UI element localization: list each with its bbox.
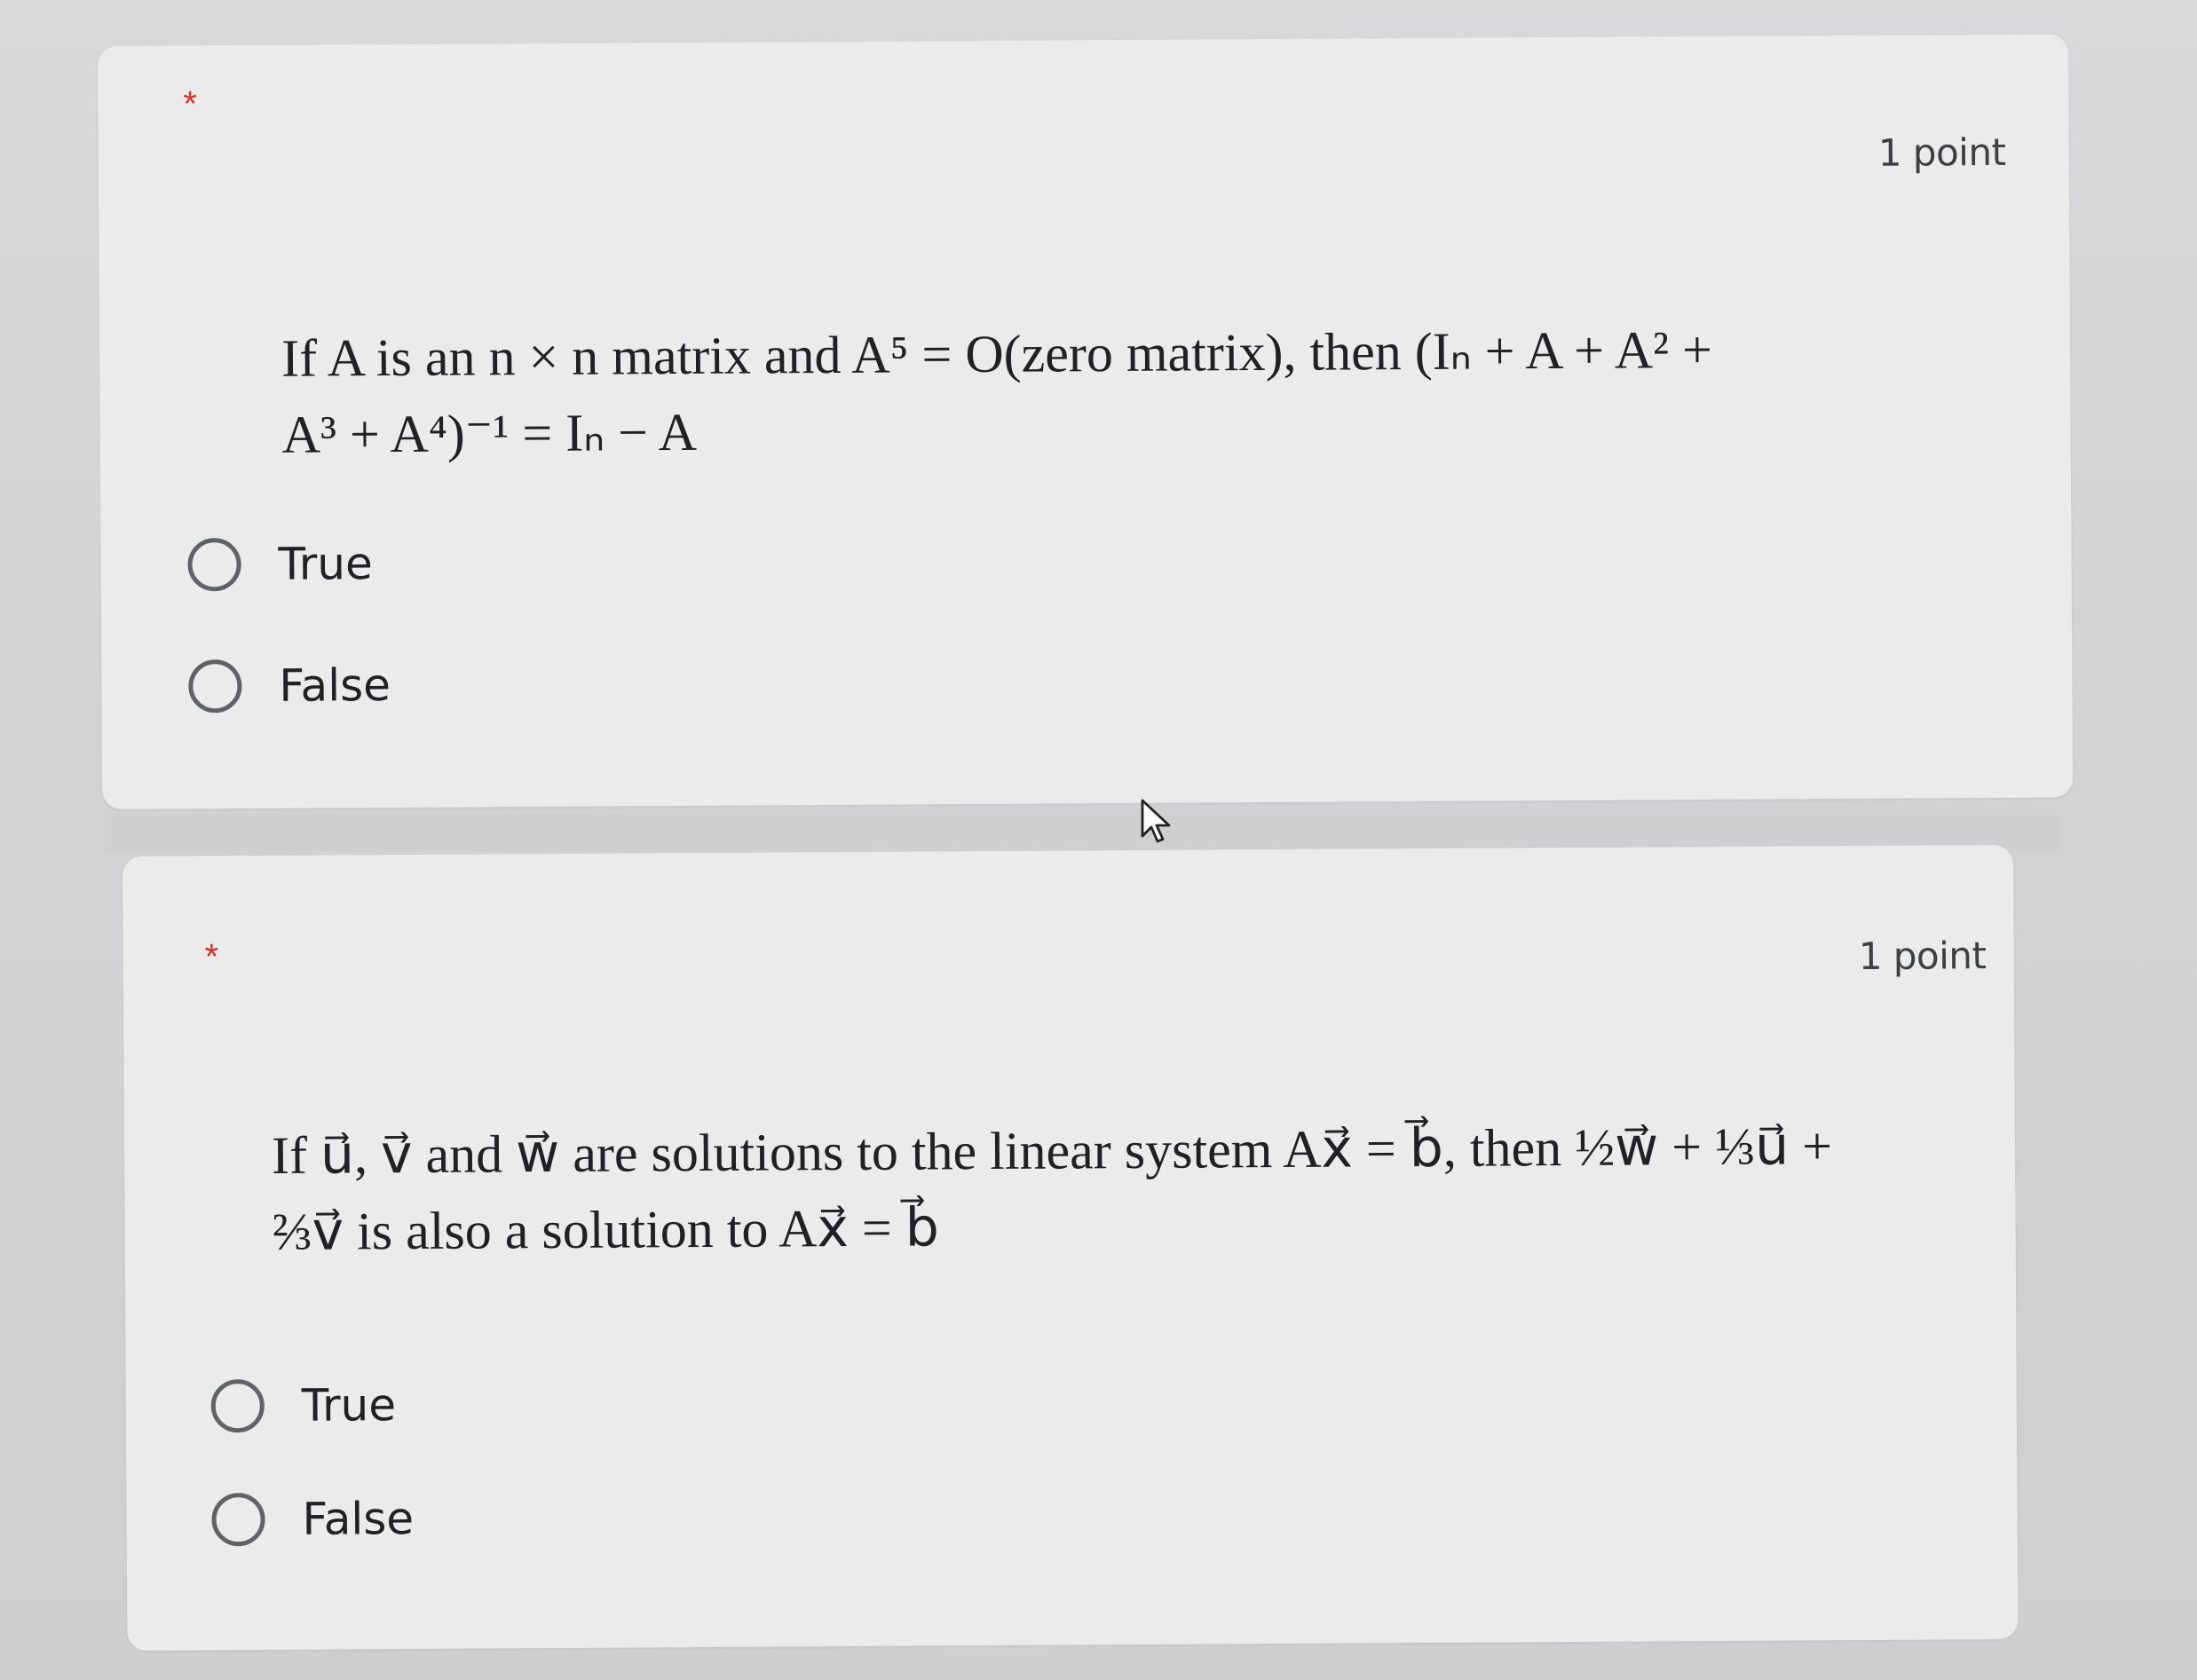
mouse-pointer-icon bbox=[1141, 799, 1176, 848]
option-true[interactable] bbox=[211, 1378, 397, 1432]
radio-unchecked-icon[interactable] bbox=[188, 659, 241, 713]
radio-unchecked-icon[interactable] bbox=[211, 1379, 265, 1432]
question-line-2: ⅔v⃗ is also a solution to Ax⃗ = b⃗ bbox=[272, 1198, 940, 1261]
option-label: True bbox=[301, 1379, 397, 1432]
option-false[interactable] bbox=[188, 659, 391, 713]
radio-unchecked-icon[interactable] bbox=[187, 538, 241, 591]
radio-unchecked-icon[interactable] bbox=[211, 1493, 265, 1546]
points-label: 1 point bbox=[1877, 130, 2006, 175]
option-true[interactable] bbox=[187, 537, 373, 591]
required-marker: * bbox=[183, 84, 198, 124]
option-false[interactable] bbox=[211, 1492, 414, 1546]
question-card-2 bbox=[122, 845, 2018, 1651]
option-label: True bbox=[278, 538, 373, 590]
points-label: 1 point bbox=[1858, 934, 1987, 979]
question-text bbox=[272, 1107, 1986, 1270]
required-marker: * bbox=[204, 937, 219, 977]
question-line-1: If A is an n × n matrix and A⁵ = O(zero matrix), then (Iₙ + A + A² + bbox=[281, 319, 1713, 388]
option-label: False bbox=[302, 1493, 415, 1545]
question-card-1 bbox=[98, 34, 2073, 809]
question-line-2: A³ + A⁴)⁻¹ = Iₙ − A bbox=[281, 402, 698, 464]
option-label: False bbox=[279, 659, 391, 712]
question-text bbox=[281, 310, 2013, 473]
question-line-1: If u⃗, v⃗ and w⃗ are solutions to the linear system Ax⃗ = b⃗, then ½w⃗ + ⅓u⃗ + bbox=[271, 1116, 1833, 1185]
